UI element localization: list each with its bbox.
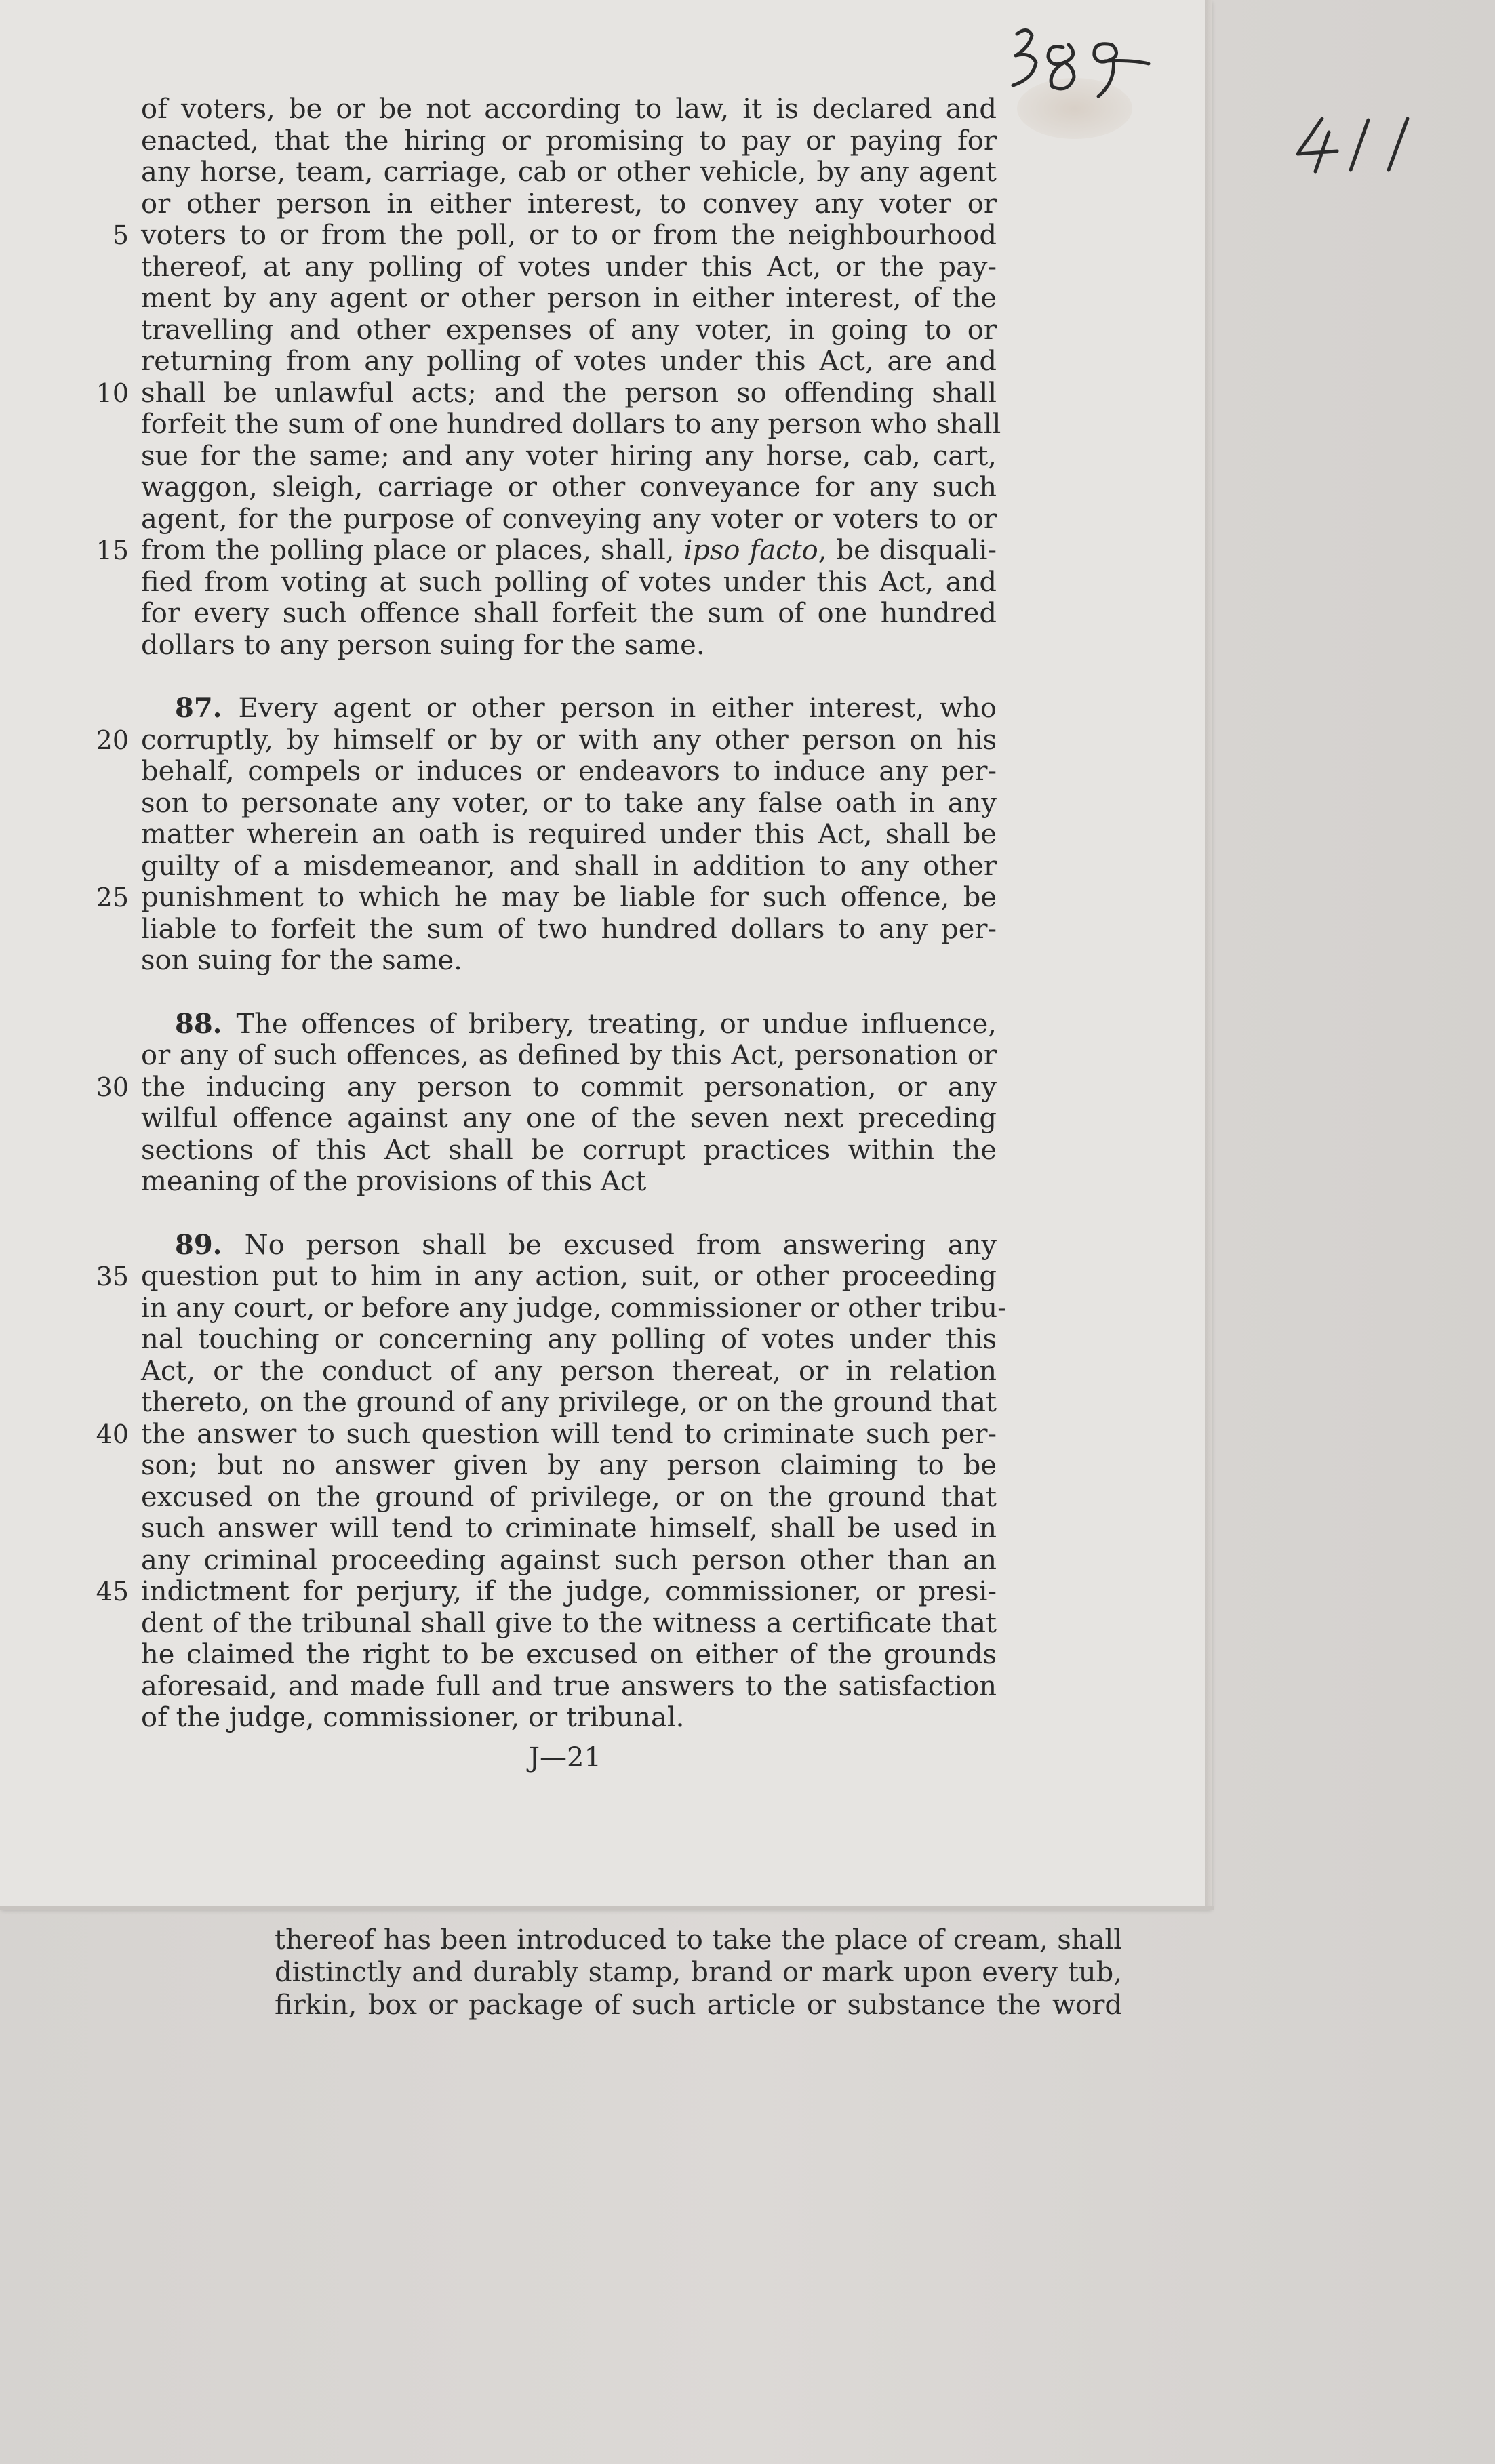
line-number: 15	[96, 536, 129, 565]
line-body: wilful offence against any one of the seven next preceding	[141, 1103, 997, 1134]
text-line	[95, 1387, 997, 1419]
line-text	[141, 1040, 997, 1072]
line-body: nal touching or concerning any polling of votes under this	[141, 1324, 997, 1355]
text-line	[95, 1166, 997, 1198]
line-text	[141, 945, 997, 977]
line-body: shall be unlawful acts; and the person so offending shall	[141, 377, 997, 409]
line-body: son; but no answer given by any person claiming to be	[141, 1450, 997, 1481]
line-number: 25	[96, 883, 129, 912]
line-text	[141, 1513, 997, 1545]
line-text	[141, 125, 997, 157]
line-text	[141, 1450, 997, 1482]
text-line	[95, 1702, 997, 1734]
line-number: 40	[96, 1419, 129, 1449]
text-line	[95, 882, 997, 914]
text-line	[95, 1671, 997, 1703]
line-body: punishment to which he may be liable for such offence, be	[141, 882, 997, 913]
text-line	[95, 1450, 997, 1482]
line-body: fied from voting at such polling of votes under this Act, and	[141, 566, 997, 598]
text-line	[95, 1545, 997, 1577]
line-body: thereto, on the ground of any privilege, or on the ground that	[141, 1387, 997, 1418]
text-line	[95, 1356, 997, 1388]
line-text	[141, 157, 997, 188]
line-body: son suing for the same.	[141, 945, 462, 976]
line-text	[141, 1324, 997, 1356]
text-line	[95, 819, 997, 851]
text-line	[95, 567, 997, 599]
sheet-right-edge	[1205, 0, 1212, 1908]
line-body: or other person in either interest, to convey any voter or	[141, 188, 997, 220]
line-text	[141, 725, 997, 756]
handwritten-page-number-top	[1003, 20, 1153, 102]
text-line	[95, 1135, 997, 1167]
lower-text-line: firkin, box or package of such article or substance the word	[275, 1990, 1122, 2021]
line-number: 20	[96, 725, 129, 755]
line-body: guilty of a misdemeanor, and shall in addition to any other	[141, 850, 997, 882]
line-body: corruptly, by himself or by or with any other person on his	[141, 724, 997, 756]
text-line	[95, 504, 997, 536]
line-text	[141, 251, 997, 283]
section-gap	[95, 1198, 997, 1230]
text-line	[95, 346, 997, 378]
section-number: 87.	[175, 692, 239, 724]
line-text	[175, 693, 997, 725]
line-body: Act, or the conduct of any person thereat, or in relation	[141, 1355, 997, 1387]
text-line	[95, 1040, 997, 1072]
line-text	[141, 882, 997, 914]
line-body: The offences of bribery, treating, or undue influence,	[236, 1008, 997, 1040]
text-line	[95, 945, 997, 977]
line-text	[141, 441, 997, 472]
line-text	[141, 1103, 997, 1135]
text-line	[95, 283, 997, 315]
text-line	[95, 1230, 997, 1261]
lower-text-line: thereof has been introduced to take the place of cream, shall	[275, 1924, 1122, 1956]
lower-text-line: distinctly and durably stamp, brand or mark upon every tub,	[275, 1957, 1122, 1988]
text-line	[95, 725, 997, 756]
line-body: voters to or from the poll, or to or from the neighbourhood	[141, 220, 997, 251]
line-body: waggon, sleigh, carriage or other conveyance for any such	[141, 472, 997, 503]
line-text	[141, 504, 997, 536]
line-body: from the polling place or places, shall, ipso facto, be disquali-	[141, 535, 997, 566]
line-text	[141, 188, 997, 220]
line-body: any horse, team, carriage, cab or other vehicle, by any agent	[141, 157, 997, 188]
line-text	[141, 1261, 997, 1293]
text-line	[95, 598, 997, 630]
text-line	[95, 1576, 997, 1608]
line-body: or any of such offences, as defined by this Act, personation or	[141, 1040, 997, 1071]
line-body: Every agent or other person in either interest, who	[238, 693, 997, 724]
line-body: returning from any polling of votes under this Act, are and	[141, 346, 997, 377]
line-text	[141, 1576, 997, 1608]
line-body: agent, for the purpose of conveying any voter or voters to or	[141, 503, 997, 535]
text-line	[95, 630, 997, 662]
text-line	[95, 914, 997, 946]
line-body: liable to forfeit the sum of two hundred dollars to any per-	[141, 913, 997, 945]
text-line	[95, 1482, 997, 1514]
line-text	[141, 1608, 997, 1640]
line-text	[141, 315, 997, 346]
line-body: sections of this Act shall be corrupt practices within the	[141, 1134, 997, 1166]
sheet-bottom-edge	[0, 1906, 1214, 1910]
line-text	[141, 1166, 997, 1198]
line-text	[141, 1356, 997, 1388]
text-line	[95, 1292, 1007, 1325]
line-body: question put to him in any action, suit, or other proceeding	[141, 1261, 997, 1292]
line-text	[141, 346, 997, 378]
line-body: for every such offence shall forfeit the sum of one hundred	[141, 598, 997, 629]
line-text	[141, 94, 997, 125]
lower-sheet-text	[275, 1924, 1122, 2021]
line-text	[141, 1419, 997, 1451]
line-body: forfeit the sum of one hundred dollars to any person who shall	[141, 409, 1001, 440]
text-line	[95, 788, 997, 820]
line-body: excused on the ground of privilege, or on the ground that	[141, 1481, 997, 1513]
line-text	[141, 630, 997, 662]
line-text	[141, 1387, 997, 1419]
text-line	[95, 1639, 997, 1671]
line-text	[141, 788, 997, 820]
line-body: matter wherein an oath is required under this Act, shall be	[141, 819, 997, 850]
text-line	[95, 125, 997, 157]
line-text	[141, 1292, 1007, 1325]
line-text	[175, 1230, 997, 1261]
line-text	[141, 409, 1001, 441]
line-number: 10	[96, 378, 129, 408]
text-line	[95, 1419, 997, 1451]
line-body: dollars to any person suing for the same.	[141, 629, 705, 661]
text-line	[95, 378, 997, 409]
line-text	[175, 1009, 997, 1041]
line-text	[141, 1639, 997, 1671]
text-line	[95, 157, 997, 188]
main-text-block	[95, 94, 1007, 1734]
line-text	[141, 851, 997, 883]
line-body: he claimed the right to be excused on either of the grounds	[141, 1639, 997, 1670]
line-number: 35	[96, 1261, 129, 1291]
text-line	[95, 472, 997, 504]
text-line	[95, 441, 997, 472]
text-line	[95, 756, 997, 788]
line-body: enacted, that the hiring or promising to pay or paying for	[141, 125, 997, 157]
text-line	[95, 220, 997, 251]
text-line	[95, 1072, 997, 1104]
text-line	[95, 1513, 997, 1545]
line-text	[141, 819, 997, 851]
signature-mark: J—21	[529, 1742, 601, 1773]
line-text	[141, 914, 997, 946]
line-text	[141, 535, 997, 567]
text-line	[95, 94, 997, 125]
text-line	[95, 188, 997, 220]
text-line	[95, 409, 1001, 441]
text-line	[95, 1009, 997, 1041]
line-number: 5	[112, 220, 129, 250]
line-text	[141, 1702, 997, 1734]
text-line	[95, 251, 997, 283]
line-body: travelling and other expenses of any voter, in going to or	[141, 314, 997, 346]
text-line	[95, 851, 997, 883]
handwritten-folio-number	[1288, 112, 1437, 180]
line-body: any criminal proceeding against such person other than an	[141, 1544, 997, 1576]
line-body: sue for the same; and any voter hiring any horse, cab, cart,	[141, 440, 997, 472]
line-text	[141, 1545, 997, 1577]
section-number: 89.	[175, 1228, 245, 1261]
line-text	[141, 598, 997, 630]
line-text	[141, 378, 997, 409]
line-text	[141, 1135, 997, 1167]
line-body: behalf, compels or induces or endeavors to induce any per-	[141, 756, 997, 787]
line-text	[141, 756, 997, 788]
line-number: 30	[96, 1072, 129, 1102]
line-body: meaning of the provisions of this Act	[141, 1166, 647, 1197]
text-line	[95, 315, 997, 346]
italic-term: ipso facto	[683, 535, 818, 566]
line-text	[141, 1482, 997, 1514]
section-gap	[95, 661, 997, 693]
line-body: of voters, be or be not according to law, it is declared and	[141, 94, 997, 125]
line-body: such answer will tend to criminate himself, shall be used in	[141, 1513, 997, 1544]
line-body: son to personate any voter, or to take any false oath in any	[141, 787, 997, 819]
line-text	[141, 1072, 997, 1104]
line-text	[141, 1671, 997, 1703]
line-body: ment by any agent or other person in either interest, of the	[141, 283, 997, 314]
line-body: the inducing any person to commit personation, or any	[141, 1071, 997, 1103]
line-body: in any court, or before any judge, commissioner or other tribu-	[141, 1292, 1007, 1324]
section-number: 88.	[175, 1007, 237, 1040]
line-body: No person shall be excused from answering any	[244, 1229, 997, 1261]
text-line	[95, 1103, 997, 1135]
line-body: of the judge, commissioner, or tribunal.	[141, 1702, 685, 1733]
text-line	[95, 535, 997, 567]
text-line	[95, 693, 997, 725]
line-body: dent of the tribunal shall give to the witness a certificate that	[141, 1607, 997, 1639]
line-body: thereof, at any polling of votes under this Act, or the pay-	[141, 251, 997, 283]
line-text	[141, 567, 997, 599]
section-gap	[95, 977, 997, 1009]
line-number: 45	[96, 1577, 129, 1607]
line-text	[141, 220, 997, 251]
line-body: the answer to such question will tend to criminate such per-	[141, 1418, 997, 1450]
line-body: aforesaid, and made full and true answers to the satisfaction	[141, 1670, 997, 1702]
line-body: indictment for perjury, if the judge, commissioner, or presi-	[141, 1576, 997, 1607]
line-text	[141, 472, 997, 504]
text-line	[95, 1608, 997, 1640]
text-line	[95, 1324, 997, 1356]
line-text	[141, 283, 997, 315]
text-line	[95, 1261, 997, 1293]
